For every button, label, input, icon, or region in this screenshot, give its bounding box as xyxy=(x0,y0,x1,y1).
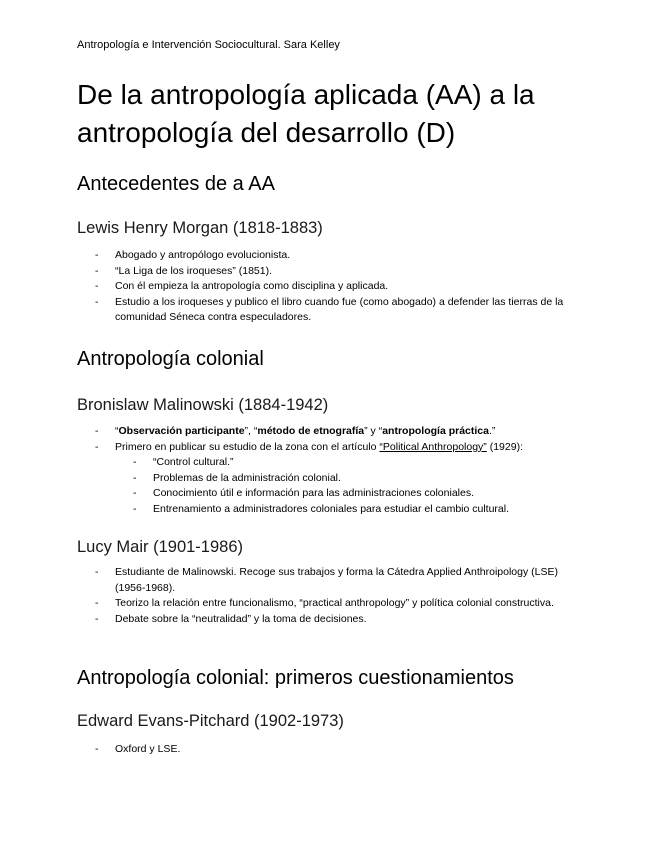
bold-term: Observación participante xyxy=(118,425,245,437)
malinowski-list xyxy=(77,424,567,517)
sub-list-item: - Problemas de la administración colonial. xyxy=(115,471,567,487)
bold-term: método de etnografía xyxy=(257,425,365,437)
text-fragment: ”, “ xyxy=(244,425,258,437)
list-item: - Debate sobre la “neutralidad” y la toma de decisiones. xyxy=(77,612,567,628)
mair-list xyxy=(77,565,567,627)
evans-list xyxy=(77,742,567,758)
text-fragment: .” xyxy=(489,425,496,437)
sub-list-item: - Entrenamiento a administradores coloniales para estudiar el cambio cultural. xyxy=(115,502,567,518)
person-heading-malinowski: Bronislaw Malinowski (1884-1942) xyxy=(77,396,329,414)
person-heading-morgan: Lewis Henry Morgan (1818-1883) xyxy=(77,219,323,237)
list-item: - Estudiante de Malinowski. Recoge sus trabajos y forma la Cátedra Applied Anthroipology (LSE) (1956-1968). xyxy=(77,565,567,596)
section-heading-antropologia-colonial: Antropología colonial xyxy=(77,348,264,370)
text-fragment: (1929): xyxy=(486,440,523,453)
section-heading-primeros-cuestionamientos: Antropología colonial: primeros cuestionamientos xyxy=(77,667,514,689)
list-item xyxy=(77,424,567,440)
bold-term: antropología práctica xyxy=(382,425,489,437)
text-fragment: “ xyxy=(115,425,119,437)
list-item: - Estudio a los iroqueses y publico el libro cuando fue (como abogado) a defender las tierras de la comunidad Séneca contra especuladores. xyxy=(77,295,567,326)
sub-list-item: - “Control cultural.” xyxy=(115,455,567,471)
morgan-list xyxy=(77,248,567,326)
sub-list-item: - Conocimiento útil e información para las administraciones coloniales. xyxy=(115,486,567,502)
text-fragment: ” y “ xyxy=(364,425,383,437)
running-header: Antropología e Intervención Sociocultural. Sara Kelley xyxy=(77,39,340,51)
document-title: De la antropología aplicada (AA) a la antropología del desarrollo (D) xyxy=(77,79,535,148)
article-link[interactable]: “Political Anthropology” xyxy=(379,440,487,453)
list-item: - Oxford y LSE. xyxy=(77,742,567,758)
list-item: - “La Liga de los iroqueses” (1851). xyxy=(77,264,567,280)
list-item xyxy=(77,440,567,518)
person-heading-evans-pitchard: Edward Evans-Pitchard (1902-1973) xyxy=(77,712,344,730)
person-heading-mair: Lucy Mair (1901-1986) xyxy=(77,538,243,556)
list-item: - Abogado y antropólogo evolucionista. xyxy=(77,248,567,264)
section-heading-antecedentes: Antecedentes de a AA xyxy=(77,173,275,195)
text-fragment: Primero en publicar su estudio de la zona con el artículo xyxy=(115,440,380,453)
malinowski-sublist xyxy=(115,455,567,517)
list-item: - Con él empieza la antropología como disciplina y aplicada. xyxy=(77,279,567,295)
list-item: - Teorizo la relación entre funcionalismo, “practical anthropology” y política colonial constructiva. xyxy=(77,596,567,612)
